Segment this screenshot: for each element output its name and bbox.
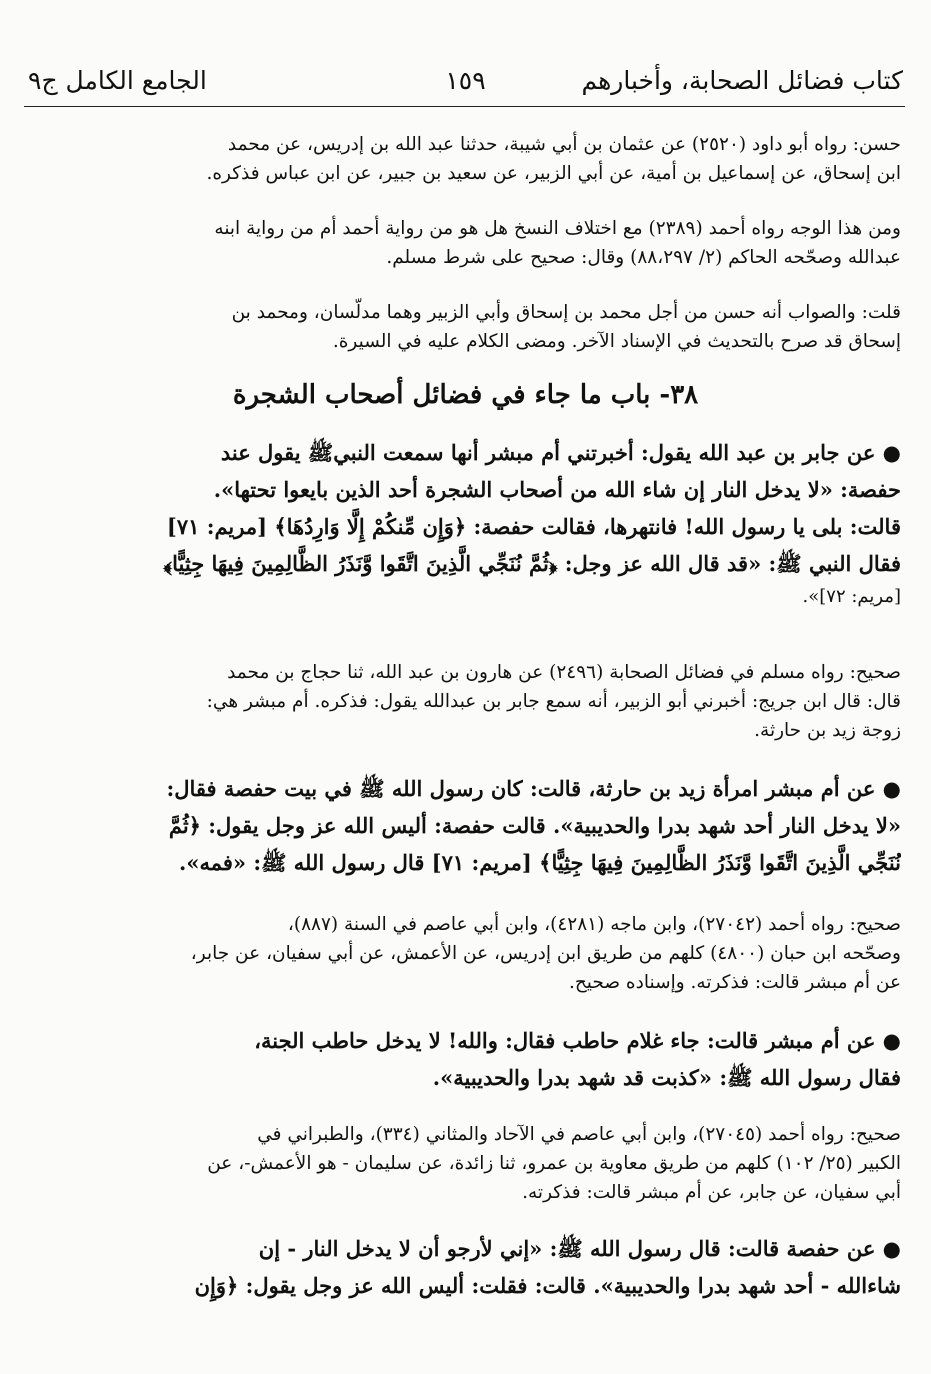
commentary-paragraph [26,658,901,745]
text-line: ● عن جابر بن عبد الله يقول: أخبرتني أم مبشر أنها سمعت النبيﷺ يقول عند [220,440,901,465]
commentary-paragraph [26,298,901,356]
text-line: ابن إسحاق، عن إسماعيل بن أمية، عن أبي الزبير، عن سعيد بن جبير، عن ابن عباس فذكره. [206,163,901,184]
text-line: شاءالله - أحد شهد بدرا والحديبية». قالت: فقلت: أليس الله عز وجل يقول: ﴿وَإِن [194,1273,901,1298]
hadith-paragraph [26,770,901,881]
commentary-paragraph [26,1120,901,1207]
hadith-paragraph [26,1022,901,1096]
text-line: صحيح: رواه مسلم في فضائل الصحابة (٢٤٩٦) عن هارون بن عبد الله، ثنا حجاج بن محمد [227,662,901,683]
text-line: نُنَجِّي الَّذِينَ اتَّقَوا وَّنَذَرُ الظَّالِمِينَ فِيهَا جِثِيًّا﴾ [مريم: ٧١] قال رسول الله ﷺ: «فمه». [179,850,901,875]
text-line: فقال رسول الله ﷺ: «كذبت قد شهد بدرا والحديبية». [432,1065,901,1090]
text-line: قال: قال ابن جريج: أخبرني أبو الزبير، أنه سمع جابر بن عبدالله يقول: فذكره. أم مبشر هي: [206,691,901,712]
text-line: عبدالله وصحّحه الحاكم (٢/ ٨٨،٢٩٧) وقال: صحيح على شرط مسلم. [386,247,901,268]
text-line: صحيح: رواه أحمد (٢٧٠٤٥)، وابن أبي عاصم في الآحاد والمثاني (٣٣٤)، والطبراني في [257,1124,901,1145]
running-title-left: الجامع الكامل ج٩ [28,66,207,95]
text-line: صحيح: رواه أحمد (٢٧٠٤٢)، وابن ماجه (٤٢٨١)، وابن أبي عاصم في السنة (٨٨٧)، [287,914,901,935]
hadith-paragraph [26,434,901,612]
commentary-paragraph [26,130,901,188]
text-line: ● عن أم مبشر قالت: جاء غلام حاطب فقال: والله! لا يدخل حاطب الجنة، [254,1028,901,1053]
page-number: ١٥٩ [445,66,486,95]
chapter-heading: ٣٨- باب ما جاء في فضائل أصحاب الشجرة [232,380,699,410]
text-line: وصحّحه ابن حبان (٤٨٠٠) كلهم من طريق ابن إدريس، عن الأعمش، عن أبي سفيان، عن جابر، [190,943,901,964]
text-line: إسحاق قد صرح بالتحديث في الإسناد الآخر. ومضى الكلام عليه في السيرة. [332,331,901,352]
text-line: الكبير (٢٥/ ١٠٢) كلهم من طريق معاوية بن عمرو، ثنا زائدة، عن سليمان - هو الأعمش-، عن [207,1153,901,1174]
text-line: ● عن أم مبشر امرأة زيد بن حارثة، قالت: كان رسول الله ﷺ في بيت حفصة فقال: [166,776,901,801]
text-line: [مريم: ٧٢]». [802,586,901,607]
text-line: ● عن حفصة قالت: قال رسول الله ﷺ: «إني لأرجو أن لا يدخل النار - إن [258,1236,901,1261]
text-line: «لا يدخل النار أحد شهد بدرا والحديبية». قالت حفصة: أليس الله عز وجل يقول: ﴿ثُمَّ [168,813,901,838]
text-line: حفصة: «لا يدخل النار إن شاء الله من أصحاب الشجرة أحد الذين بايعوا تحتها». [213,477,901,502]
commentary-paragraph [26,910,901,997]
text-line: حسن: رواه أبو داود (٢٥٢٠) عن عثمان بن أبي شيبة، حدثنا عبد الله بن إدريس، عن محمد [227,134,901,155]
text-line: قلت: والصواب أنه حسن من أجل محمد بن إسحاق وأبي الزبير وهما مدلّسان، ومحمد بن [231,302,901,323]
text-line: فقال النبي ﷺ: «قد قال الله عز وجل: ﴿ثُمَّ نُنَجِّي الَّذِينَ اتَّقَوا وَّنَذَرُ الظَّالِمِينَ فِيهَا جِثِيًّا﴾ [163,551,901,576]
page-header [28,58,903,102]
running-title-right: كتاب فضائل الصحابة، وأخبارهم [581,66,903,95]
header-rule [24,106,905,107]
commentary-paragraph [26,214,901,272]
text-line: قالت: بلى يا رسول الله! فانتهرها، فقالت حفصة: ﴿وَإِن مِّنكُمْ إِلَّا وَارِدُهَا﴾ [مريم: ٧١] [166,514,901,539]
hadith-paragraph [26,1230,901,1304]
text-line: عن أم مبشر قالت: فذكرته. وإسناده صحيح. [568,972,901,993]
text-line: زوجة زيد بن حارثة. [754,720,901,741]
text-line: ومن هذا الوجه رواه أحمد (٢٣٨٩) مع اختلاف النسخ هل هو من رواية أحمد أم من رواية ابنه [214,218,901,239]
text-line: أبي سفيان، عن جابر، عن أم مبشر قالت: فذكرته. [522,1182,901,1203]
